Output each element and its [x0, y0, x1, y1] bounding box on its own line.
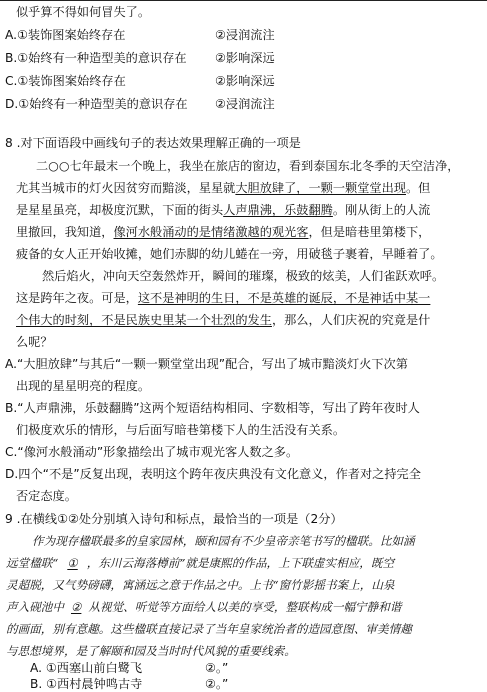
q7-option-a-left: A.①装饰图案始终存在: [5, 28, 126, 42]
q9-text: 声入砚池中: [6, 600, 64, 614]
q8-option-c: C.“像河水般涌动”形象描绘出了城市观光客人数之多。: [5, 445, 299, 459]
q7-option-d-right: ②浸润流注: [215, 97, 275, 111]
q8-option-d-line1: D.四个“不是”反复出现，表明这个跨年夜庆典没有文化意义，作者对之持完全: [5, 467, 421, 481]
q8-text: 。但: [406, 181, 431, 195]
blank-1: ①: [67, 556, 78, 570]
q8-para2-line2: [16, 290, 430, 306]
q8-text: 是星星虽亮，却极度沉默，下面的街头: [16, 203, 224, 217]
q8-text: 这是跨年之夜。可是，: [16, 291, 138, 305]
q9-passage-line3: 灵超脱，又气势磅礴，寓涵远之意于作品之中。上书“窗竹影摇书案上，山泉: [6, 578, 395, 592]
q9-passage-line2: [6, 555, 394, 571]
q8-option-d-line2: 否定态度。: [16, 489, 77, 503]
q7-option-b-left: B.①始终有一种造型美的意识存在: [5, 51, 187, 65]
q8-para1-line1: 二○○七年最末一个晚上，我坐在旅店的窗边，看到泰国东北冬季的天空洁净，: [36, 159, 460, 173]
q8-para1-line3: [16, 202, 430, 218]
q8-text: ，但是暗巷里第楼下，: [308, 225, 431, 239]
q8-para1-line4: [16, 224, 430, 240]
q9-option-b-right: ②。”: [205, 677, 229, 691]
q8-option-a-line1: A.“大胆放肆”与其后“一颗一颗堂堂出现”配合，写出了城市黯淡灯火下次第: [5, 357, 408, 371]
q8-option-b-line1: B.“人声鼎沸，乐鼓翻腾”这两个短语结构相同、字数相等，写出了跨年夜时人: [5, 401, 420, 415]
q9-option-b-left: B. ①西村晨钟鸣古寺: [30, 677, 143, 691]
q8-option-a-line2: 出现的星星明亮的程度。: [16, 379, 151, 393]
q9-passage-line5: 的画面，别有意趣。这些楹联直接记录了当年皇家统治者的造园意图、审美情趣: [6, 622, 412, 636]
q8-para2-line3: [16, 312, 430, 328]
blank-2: ②: [70, 600, 82, 614]
q8-text: 。刚从街上的人流: [332, 203, 431, 217]
q9-text: 从视觉、听觉等方面给人以美的享受，整联构成一幅宁静和谐: [88, 600, 402, 614]
q8-option-b-line2: 们极度欢乐的情形，与后面写暗巷第楼下人的生活没有关系。: [16, 423, 346, 437]
q9-text: ，东川云海落樽前”就是康熙的作品，上下联虚实相应，既空: [86, 556, 395, 570]
q8-text: 里撤回，我知道，: [16, 225, 114, 239]
underlined-sentence: 大胆放肆了，一颗一颗堂堂出现: [235, 181, 406, 195]
q7-option-a-right: ②浸润流注: [215, 28, 275, 42]
q8-para1-line2: [16, 180, 430, 196]
q9-passage-line4: [6, 599, 401, 615]
q8-text: ，那么，人们庆祝的究竟是什: [271, 313, 431, 327]
q8-para1-line5: 疲备的女人正开始收摊，她们赤脚的幼儿蜷在一旁，用破毯子裹着，早睡着了。: [16, 247, 443, 261]
q9-passage-line6: 与思想境界，是了解颐和园及当时时代风貌的重要线索。: [6, 644, 296, 658]
underlined-sentence: 这不是神明的生日，不是英雄的诞辰，不是神话中某一: [137, 291, 431, 305]
underlined-sentence: 个伟大的时刻，不是民族史里某一个壮烈的发生: [16, 313, 272, 327]
top-divider: [0, 0, 487, 1]
underlined-sentence: 像河水般涌动的是情绪激越的观光客: [113, 225, 309, 239]
q7-option-d-left: D.①始终有一种造型美的意识存在: [5, 97, 188, 111]
q8-para2-line1: 然后焰火，冲向天空轰然炸开，瞬间的璀璨，极致的炫美，人们雀跃欢呼。: [42, 269, 445, 283]
q9-text: 远堂楹联“: [6, 556, 59, 570]
q8-stem: 8 .对下面语段中画线句子的表达效果理解正确的一项是: [5, 136, 301, 150]
q9-option-a-right: ②。”: [205, 661, 229, 675]
q7-option-b-right: ②影响深远: [215, 51, 275, 65]
q9-option-a-left: A. ①西塞山前白鹭飞: [30, 661, 143, 675]
q8-para2-line4: 么呢？: [16, 335, 53, 349]
q8-text: 尤其当城市的灯火因贫穷而黯淡，星星就: [16, 181, 236, 195]
q7-option-c-right: ②影响深远: [215, 74, 275, 88]
q7-option-c-left: C.①装饰图案始终存在: [5, 74, 126, 88]
continuation-text: 似乎算不得如何冒失了。: [16, 5, 151, 19]
q9-stem: 9 .在横线①②处分别填入诗句和标点，最恰当的一项是（2分）: [5, 512, 343, 526]
q9-passage-line1: 作为现存楹联最多的皇家园林，颐和园有不少皇帝亲笔书写的楹联。比如涵: [32, 534, 415, 548]
underlined-sentence: 人声鼎沸，乐鼓翻腾: [223, 203, 333, 217]
